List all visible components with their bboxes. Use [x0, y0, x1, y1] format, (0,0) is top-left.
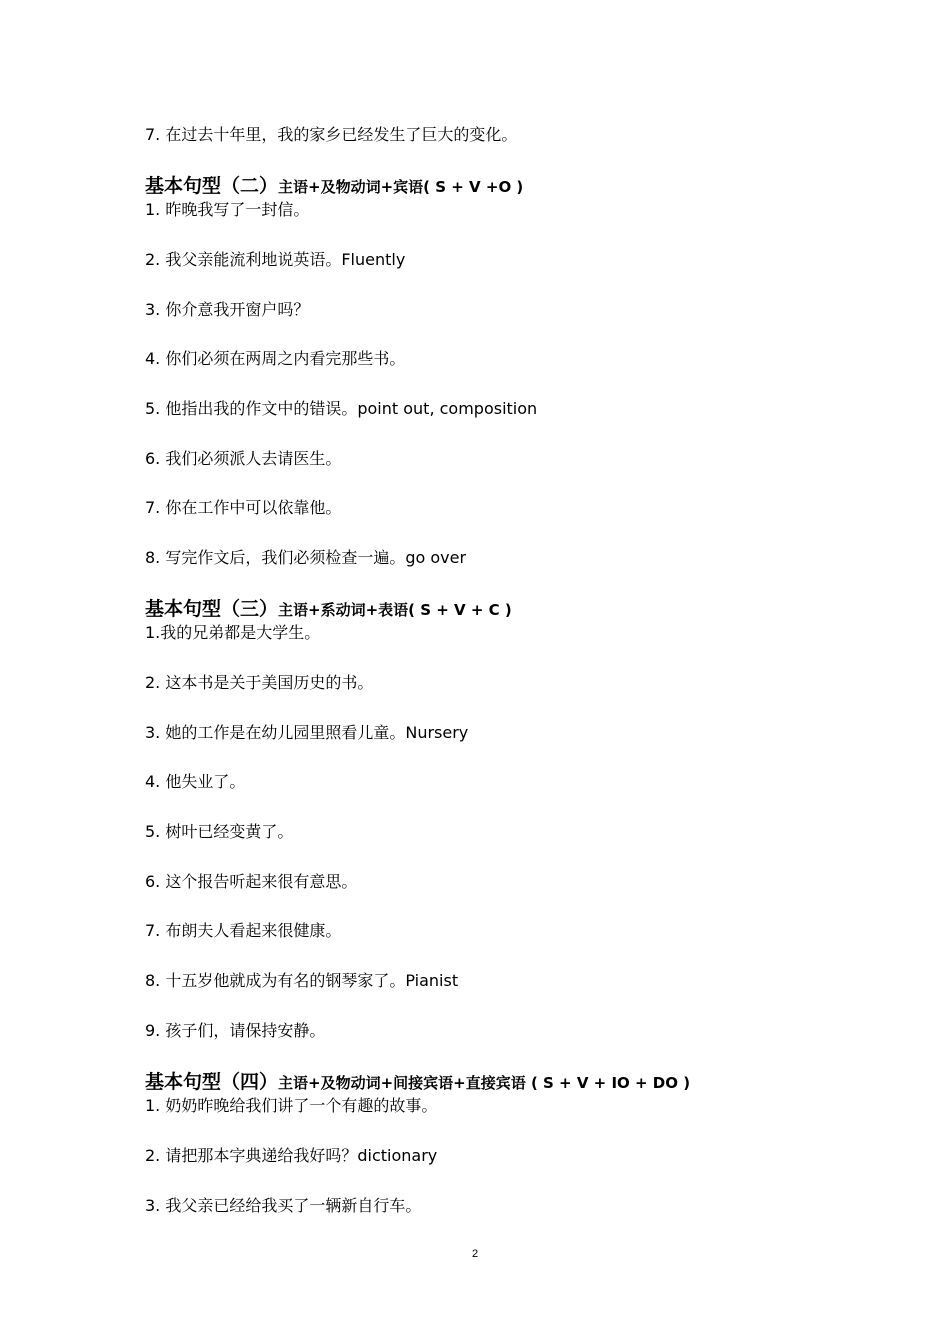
exercise-item: 2. 这本书是关于美国历史的书。	[145, 673, 374, 692]
section-title: 基本句型（二）	[145, 175, 279, 197]
exercise-item: 7. 在过去十年里，我的家乡已经发生了巨大的变化。	[145, 125, 518, 144]
section-title: 基本句型（三）	[145, 598, 279, 620]
exercise-item: 2. 请把那本字典递给我好吗？dictionary	[145, 1146, 438, 1165]
exercise-item: 9. 孩子们，请保持安静。	[145, 1021, 326, 1040]
section-heading	[145, 597, 512, 622]
exercise-item: 5. 树叶已经变黄了。	[145, 822, 294, 841]
section-subtitle: 主语+系动词+表语( S + V + C )	[278, 601, 512, 619]
exercise-item: 1. 奶奶昨晚给我们讲了一个有趣的故事。	[145, 1096, 438, 1115]
exercise-item: 4. 他失业了。	[145, 772, 246, 791]
exercise-item: 3. 你介意我开窗户吗？	[145, 300, 310, 319]
page-number: 2	[471, 1248, 479, 1260]
exercise-item: 7. 布朗夫人看起来很健康。	[145, 921, 342, 940]
section-subtitle: 主语+及物动词+间接宾语+直接宾语 ( S + V + IO + DO )	[278, 1074, 691, 1092]
exercise-item: 3. 她的工作是在幼儿园里照看儿童。Nursery	[145, 723, 469, 742]
section-subtitle: 主语+及物动词+宾语( S + V +O )	[278, 178, 524, 196]
section-heading	[145, 174, 523, 199]
exercise-item: 8. 写完作文后，我们必须检查一遍。go over	[145, 548, 467, 567]
exercise-item: 5. 他指出我的作文中的错误。point out, composition	[145, 399, 538, 418]
exercise-item: 1.我的兄弟都是大学生。	[145, 623, 321, 642]
exercise-item: 6. 我们必须派人去请医生。	[145, 449, 342, 468]
exercise-item: 4. 你们必须在两周之内看完那些书。	[145, 349, 406, 368]
exercise-item: 8. 十五岁他就成为有名的钢琴家了。Pianist	[145, 971, 459, 990]
exercise-item: 7. 你在工作中可以依靠他。	[145, 498, 342, 517]
exercise-item: 1. 昨晚我写了一封信。	[145, 200, 310, 219]
exercise-item: 6. 这个报告听起来很有意思。	[145, 872, 358, 891]
section-heading	[145, 1070, 690, 1095]
section-title: 基本句型（四）	[145, 1071, 279, 1093]
exercise-item: 2. 我父亲能流利地说英语。Fluently	[145, 250, 406, 269]
exercise-item: 3. 我父亲已经给我买了一辆新自行车。	[145, 1196, 422, 1215]
